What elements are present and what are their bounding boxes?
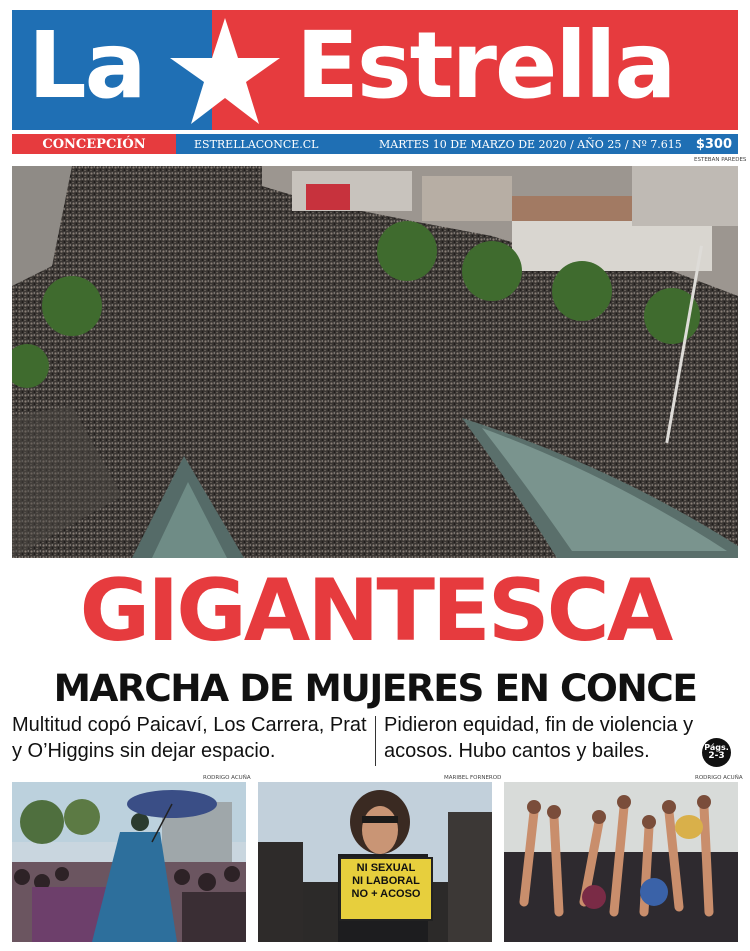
subheadline: MARCHA DE MUJERES EN CONCE [53, 666, 697, 710]
photo1-credit: RODRIGO ACUÑA [203, 775, 251, 781]
protest-sign [346, 862, 426, 901]
website-link[interactable]: ESTRELLACONCE.CL [194, 137, 319, 151]
info-bar [12, 134, 738, 154]
deck-divider [375, 716, 376, 766]
issue-date: MARTES 10 DE MARZO DE 2020 / AÑO 25 / Nº 7.615 [379, 137, 682, 151]
edition-city: CONCEPCIÓN [12, 134, 176, 154]
pages-label: Págs. [704, 743, 729, 752]
pages-badge[interactable] [702, 738, 731, 767]
masthead-title: Estrella [296, 12, 675, 119]
photo2-credit: MARIBEL FORNEROD [444, 775, 502, 781]
sign-line-2: NI LABORAL [352, 875, 420, 887]
headline: GIGANTESCA [79, 561, 671, 661]
main-photo-credit: ESTEBAN PAREDES [694, 157, 747, 163]
pages-value: 2-3 [708, 751, 725, 761]
main-photo [12, 166, 738, 558]
crowd-aerial-image [12, 166, 738, 558]
star-icon [170, 12, 280, 132]
raised-arms-image [504, 782, 738, 942]
bottom-photo-2 [258, 782, 492, 942]
photo3-credit: RODRIGO ACUÑA [695, 775, 743, 781]
price: $300 [695, 136, 732, 152]
masthead-la: La [28, 12, 145, 119]
deck-left: Multitud copó Paicaví, Los Carrera, Prat y O’Higgins sin dejar espacio. [12, 714, 367, 762]
sign-line-1: NI SEXUAL [356, 862, 416, 874]
sign-line-3: NO + ACOSO [351, 888, 421, 900]
street-march-image [12, 782, 246, 942]
deck-right: Pidieron equidad, fin de violencia y acosos. Hubo cantos y bailes. [384, 714, 694, 762]
bottom-photo-3 [504, 782, 738, 942]
bottom-photo-1 [12, 782, 246, 942]
